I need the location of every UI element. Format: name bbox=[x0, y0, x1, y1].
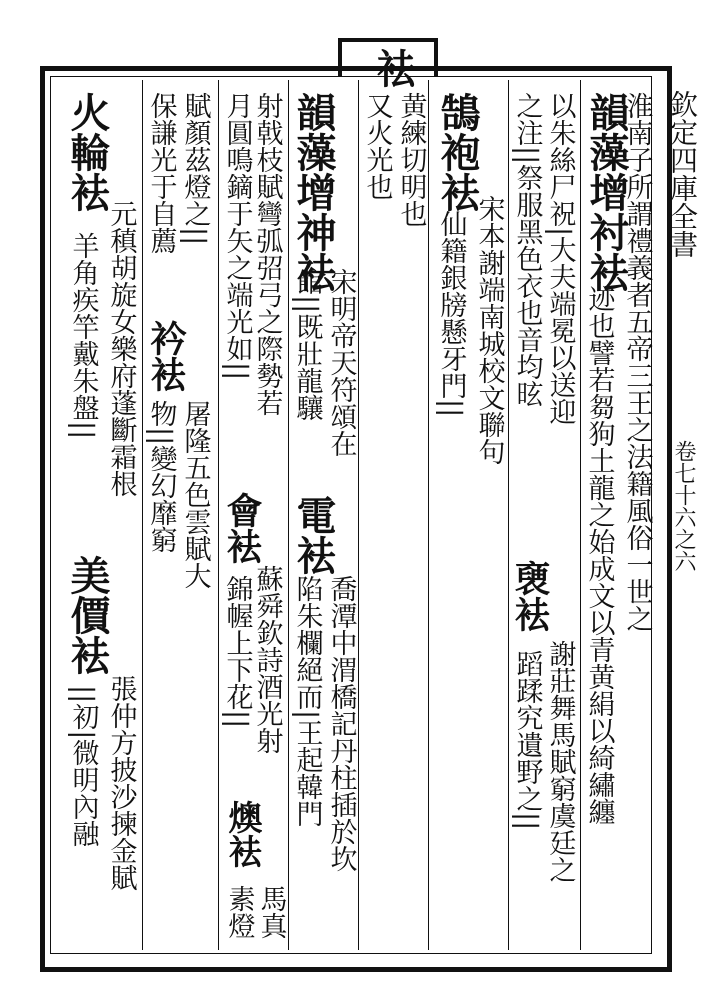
entry-text-column bbox=[396, 92, 426, 227]
volume-label bbox=[668, 440, 698, 572]
entry-column bbox=[64, 92, 111, 218]
entry-text-column bbox=[545, 92, 575, 425]
entry-text-column bbox=[292, 575, 322, 827]
entry-text: 射戟枝賦彎弧弨弓之際勢若 bbox=[251, 92, 283, 416]
entry-column bbox=[362, 48, 424, 94]
entry-text: ||初|微明內融 bbox=[67, 685, 99, 848]
entry-heading: 火輪袪 bbox=[64, 92, 111, 212]
margin-label-text: 欽定四庫全書 bbox=[666, 90, 699, 258]
entry-heading: 袪 bbox=[370, 48, 417, 88]
column-rule bbox=[218, 80, 219, 950]
entry-heading: 褏袪 bbox=[509, 560, 551, 632]
entry-heading: 會袪 bbox=[221, 492, 263, 564]
entry-heading: 電袪 bbox=[290, 495, 337, 575]
entry-text-column bbox=[362, 92, 392, 200]
entry-text: 以朱絲尸祝|大夫端冕以送迎 bbox=[544, 92, 576, 426]
entry-text: 宋明帝天符頌在 bbox=[325, 268, 357, 457]
entry-text-column bbox=[68, 232, 98, 439]
entry-text: 月圓鳴鏑于矢之端光如|| bbox=[221, 92, 253, 381]
column-rule bbox=[508, 80, 509, 950]
entry-column bbox=[510, 560, 550, 638]
entry-text: 賦顏茲燈之|| bbox=[179, 92, 211, 246]
entry-column bbox=[146, 320, 186, 398]
entry-text-column bbox=[252, 92, 282, 416]
entry-text: 迹也譬若芻狗土龍之始成文以青黄絹以綺繡纏 bbox=[583, 285, 615, 825]
entry-text-column bbox=[292, 268, 322, 421]
entry-text-column bbox=[180, 92, 210, 245]
top-margin-label bbox=[666, 90, 698, 258]
entry-text: 淮南子所謂禮義者五帝三王之法籍風俗一世之 bbox=[621, 92, 653, 632]
entry-text-column bbox=[436, 210, 466, 417]
entry-text-column bbox=[106, 675, 136, 891]
entry-text: 又火光也 bbox=[361, 92, 393, 200]
entry-text: 錦幄上下花|| bbox=[221, 575, 253, 729]
column-rule bbox=[142, 80, 143, 950]
entry-text-column bbox=[146, 92, 176, 254]
entry-text: 陷朱欄絕而|王起韓門 bbox=[291, 575, 323, 828]
entry-text: 喬潭中渭橋記丹柱插於坎 bbox=[325, 575, 357, 872]
entry-text: 館||既壯龍驤 bbox=[291, 268, 323, 422]
entry-text-column bbox=[584, 285, 614, 825]
entry-text: 羊角疾竿戴朱盤|| bbox=[67, 232, 99, 440]
entry-text: 物||變幻靡窮 bbox=[145, 400, 177, 554]
entry-text-column bbox=[474, 195, 504, 465]
volume-label-text: 卷七十六之六 bbox=[671, 440, 696, 572]
entry-text-column bbox=[180, 400, 210, 589]
entry-text-column bbox=[256, 885, 286, 939]
column-rule bbox=[288, 80, 289, 950]
entry-text-column bbox=[224, 885, 254, 939]
entry-column bbox=[434, 92, 481, 218]
entry-text-column bbox=[252, 565, 282, 754]
entry-heading: 衿袪 bbox=[145, 320, 187, 392]
entry-text: 蹈蹂究遺野之|| bbox=[511, 650, 543, 831]
entry-text: 屠隆五色雲賦大 bbox=[179, 400, 211, 589]
entry-heading: 韻藻增衬袪 bbox=[583, 92, 630, 292]
entry-text-column bbox=[106, 200, 136, 497]
entry-column bbox=[290, 495, 337, 581]
entry-text: 黄練切明也 bbox=[395, 92, 427, 227]
entry-text-column bbox=[68, 685, 98, 847]
entry-text-column bbox=[545, 640, 575, 883]
entry-text-column bbox=[512, 650, 542, 830]
entry-text-column bbox=[512, 92, 542, 407]
entry-text: 張仲方披沙揀金賦 bbox=[105, 675, 137, 891]
entry-column bbox=[64, 555, 111, 681]
entry-text: 馬真 bbox=[255, 885, 287, 939]
entry-text-column bbox=[222, 575, 252, 728]
entry-text: 保謙光于自薦 bbox=[145, 92, 177, 254]
entry-text-column bbox=[622, 92, 652, 632]
entry-column bbox=[222, 492, 262, 570]
entry-heading: 鵠袍袪 bbox=[434, 92, 481, 212]
entry-text: 宋本謝端南城校文聯句 bbox=[473, 195, 505, 465]
entry-column bbox=[222, 800, 262, 874]
entry-text: 謝莊舞馬賦窮虞廷之 bbox=[544, 640, 576, 883]
entry-heading: 韻藻增神袪 bbox=[290, 92, 337, 292]
entry-text: 素燈 bbox=[223, 885, 255, 939]
column-rule bbox=[358, 80, 359, 950]
entry-text-column bbox=[222, 92, 252, 380]
entry-text-column bbox=[146, 400, 176, 553]
column-rule bbox=[580, 80, 581, 950]
entry-heading: 燠袪 bbox=[222, 800, 262, 868]
entry-text: 之注||祭服黑色衣也音均昡 bbox=[511, 92, 543, 408]
entry-heading: 美價袪 bbox=[64, 555, 111, 675]
entry-text: 蘇舜欽詩酒光射 bbox=[251, 565, 283, 754]
entry-text: 仙籍銀牓懸牙門|| bbox=[435, 210, 467, 418]
column-rule bbox=[428, 80, 429, 950]
entry-text: 元稹胡旋女樂府蓬斷霜根 bbox=[105, 200, 137, 497]
entry-text-column bbox=[326, 575, 356, 872]
entry-text-column bbox=[326, 268, 356, 457]
